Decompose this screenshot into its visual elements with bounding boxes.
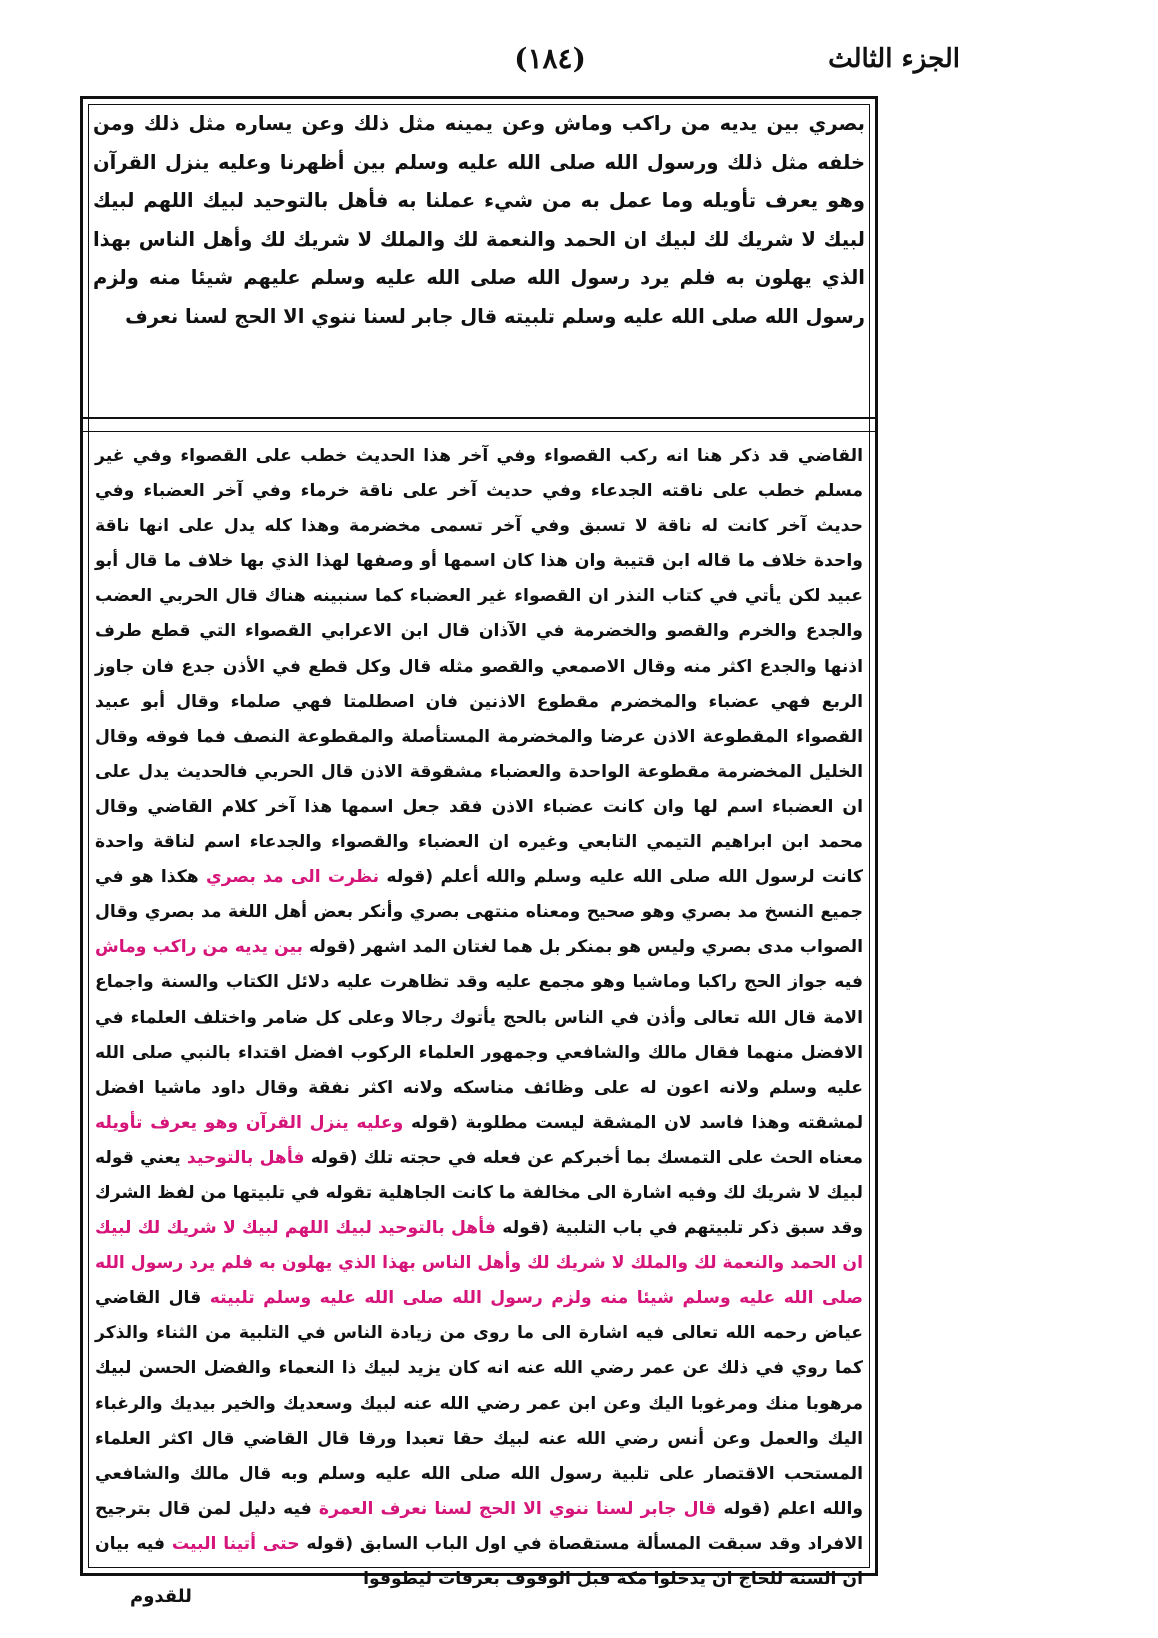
section-divider <box>83 417 875 432</box>
volume-title: الجزء الثالث <box>828 44 960 74</box>
commentary-segment: القاضي قد ذكر هنا انه ركب القصواء وفي آخر هذا الحديث خطب على القصواء وفي غير مسلم خطب على ناقته الجدعاء وفي حديث آخر على ناقة خرماء وفي آخر العضباء وفي حديث آخر كانت له ناقة لا تسبق وفي آخر تسمى مخضرمة وهذا كله يدل على انها ناقة واحدة خلاف ما قاله ابن قتيبة وان هذا كان اسمها أو وصفها لهذا الذي بها خلاف ما قال أبو عبيد لكن يأتي في كتاب النذر ان القصواء غير العضباء كما سنبينه هناك قال الحربي العضب والجدع والخرم والقصو والخضرمة في الآذان قال ابن الاعرابي القصواء التي قطع طرف اذنها والجدع اكثر منه وقال الاصمعي والقصو مثله قال وكل قطع في الأذن جدع فان جاوز الربع فهي عضباء والمخضرم مقطوع الاذنين فان اصطلمتا فهي صلماء وقال أبو عبيد القصواء المقطوعة الاذن عرضا والمخضرمة المستأصلة والمقطوعة النصف فما فوقه وقال الخليل المخضرمة مقطوعة الواحدة والعضباء مشقوقة الاذن قال الحربي فالحديث يدل على ان العضباء اسم لها وان كانت عضباء الاذن فقد جعل اسمها هذا آخر كلام القاضي وقال محمد ابن ابراهيم التيمي التابعي وغيره ان العضباء والقصواء والجدعاء اسم لناقة واحدة كانت لرسول الله صلى الله عليه وسلم والله أعلم <box>95 446 864 888</box>
page-header <box>80 42 1080 92</box>
quoted-phrase: وعليه ينزل القرآن وهو يعرف تأويله <box>95 1112 404 1133</box>
page-frame <box>80 96 878 1589</box>
commentary-segment: فيه بيان ان السنة للحاج ان يدخلوا مكة قبل الوقوف بعرفات ليطوفوا <box>95 1533 863 1589</box>
quoted-phrase: قال جابر لسنا ننوي الا الحج لسنا نعرف العمرة <box>318 1498 717 1519</box>
quote-marker: (قوله <box>723 1498 771 1519</box>
commentary <box>95 439 864 1589</box>
quoted-phrase: حتى أتينا البيت <box>171 1533 300 1554</box>
commentary-segment: يعني قوله لبيك لا شريك لك وفيه اشارة الى مخالفة ما كانت الجاهلية تقوله في تلبيتها من لفظ الشرك وقد سبق ذكر تلبيتهم في باب التلبية <box>95 1147 864 1239</box>
quoted-phrase: بين يديه من راكب وماش <box>95 937 303 958</box>
quoted-phrase: فأهل بالتوحيد لبيك اللهم لبيك لا شريك لك لبيك ان الحمد والنعمة لك والملك لا شريك لك وأهل الناس بهذا الذي يهلون به فلم يرد رسول الله صلى الله عليه وسلم شيئا منه ولزم رسول الله صلى الله عليه وسلم تلبيته <box>95 1218 864 1309</box>
quoted-phrase: فأهل بالتوحيد <box>186 1147 305 1168</box>
commentary-segment: معناه الحث على التمسك بما أخبركم عن فعله في حجته تلك <box>363 1147 864 1168</box>
commentary-segment: هكذا هو في جميع النسخ مد بصري وهو صحيح ومعناه منتهى بصري وأنكر بعض أهل اللغة مد بصري وقال الصواب مدى بصري وليس هو بمنكر بل هما لغتان المد اشهر <box>95 867 863 958</box>
quote-marker: (قوله <box>502 1218 550 1239</box>
page-number: (١٨٤) <box>514 42 586 75</box>
quote-marker: (قوله <box>310 1147 358 1168</box>
hadith-text: بصري بين يديه من راكب وماش وعن يمينه مثل ذلك وعن يساره مثل ذلك ومن خلفه مثل ذلك ورسول الله صلى الله عليه وسلم بين أظهرنا وعليه ينزل القرآن وهو يعرف تأويله وما عمل به من شيء عملنا به فأهل بالتوحيد لبيك اللهم لبيك لبيك لا شريك لك لبيك ان الحمد والنعمة لك والملك لا شريك لك وأهل الناس بهذا الذي يهلون به فلم يرد رسول الله صلى الله عليه وسلم عليهم شيئا منه ولزم رسول الله صلى الله عليه وسلم تلبيته قال جابر لسنا ننوي الا الحج لسنا نعرف <box>93 112 865 328</box>
commentary-body <box>95 439 863 1597</box>
commentary-segment: فيه جواز الحج راكبا وماشيا وهو مجمع عليه وقد تظاهرت عليه دلائل الكتاب والسنة واجماع الامة قال الله تعالى وأذن في الناس بالحج يأتوك رجالا وعلى كل ضامر واختلف العلماء في الافضل منهما فقال مالك والشافعي وجمهور العلماء الركوب افضل اقتداء بالنبي صلى الله عليه وسلم ولانه اعون له على وظائف مناسكه ولانه اكثر نفقة وقال داود ماشيا افضل لمشقته وهذا فاسد لان المشقة ليست مطلوبة <box>95 972 864 1133</box>
quoted-phrase: نظرت الى مد بصري <box>205 867 380 888</box>
quote-marker: (قوله <box>306 1533 354 1554</box>
quote-marker: (قوله <box>411 1112 458 1133</box>
commentary-segment: فيه دليل لمن قال بترجيح الافراد وقد سبقت المسألة مستقصاة في اول الباب السابق <box>95 1498 864 1554</box>
quote-marker: (قوله <box>308 937 356 958</box>
quote-marker: (قوله <box>386 867 434 888</box>
catchword: للقدوم <box>130 1586 192 1607</box>
commentary-segment: قال القاضي عياض رحمه الله تعالى فيه اشارة الى ما روى من زيادة الناس في التلبية من الثناء والذكر كما روي في ذلك عن عمر رضي الله عنه انه كان يزيد لبيك ذا النعماء والفضل الحسن لبيك مرهوبا منك ومرغوبا اليك وعن ابن عمر رضي الله عنه لبيك وسعديك والخير بيديك والرغباء اليك والعمل وعن أنس رضي الله عنه لبيك حقا تعبدا ورقا قال القاضي قال اكثر العلماء المستحب الاقتصار على تلبية رسول الله صلى الله عليه وسلم وبه قال مالك والشافعي والله اعلم <box>95 1288 864 1519</box>
